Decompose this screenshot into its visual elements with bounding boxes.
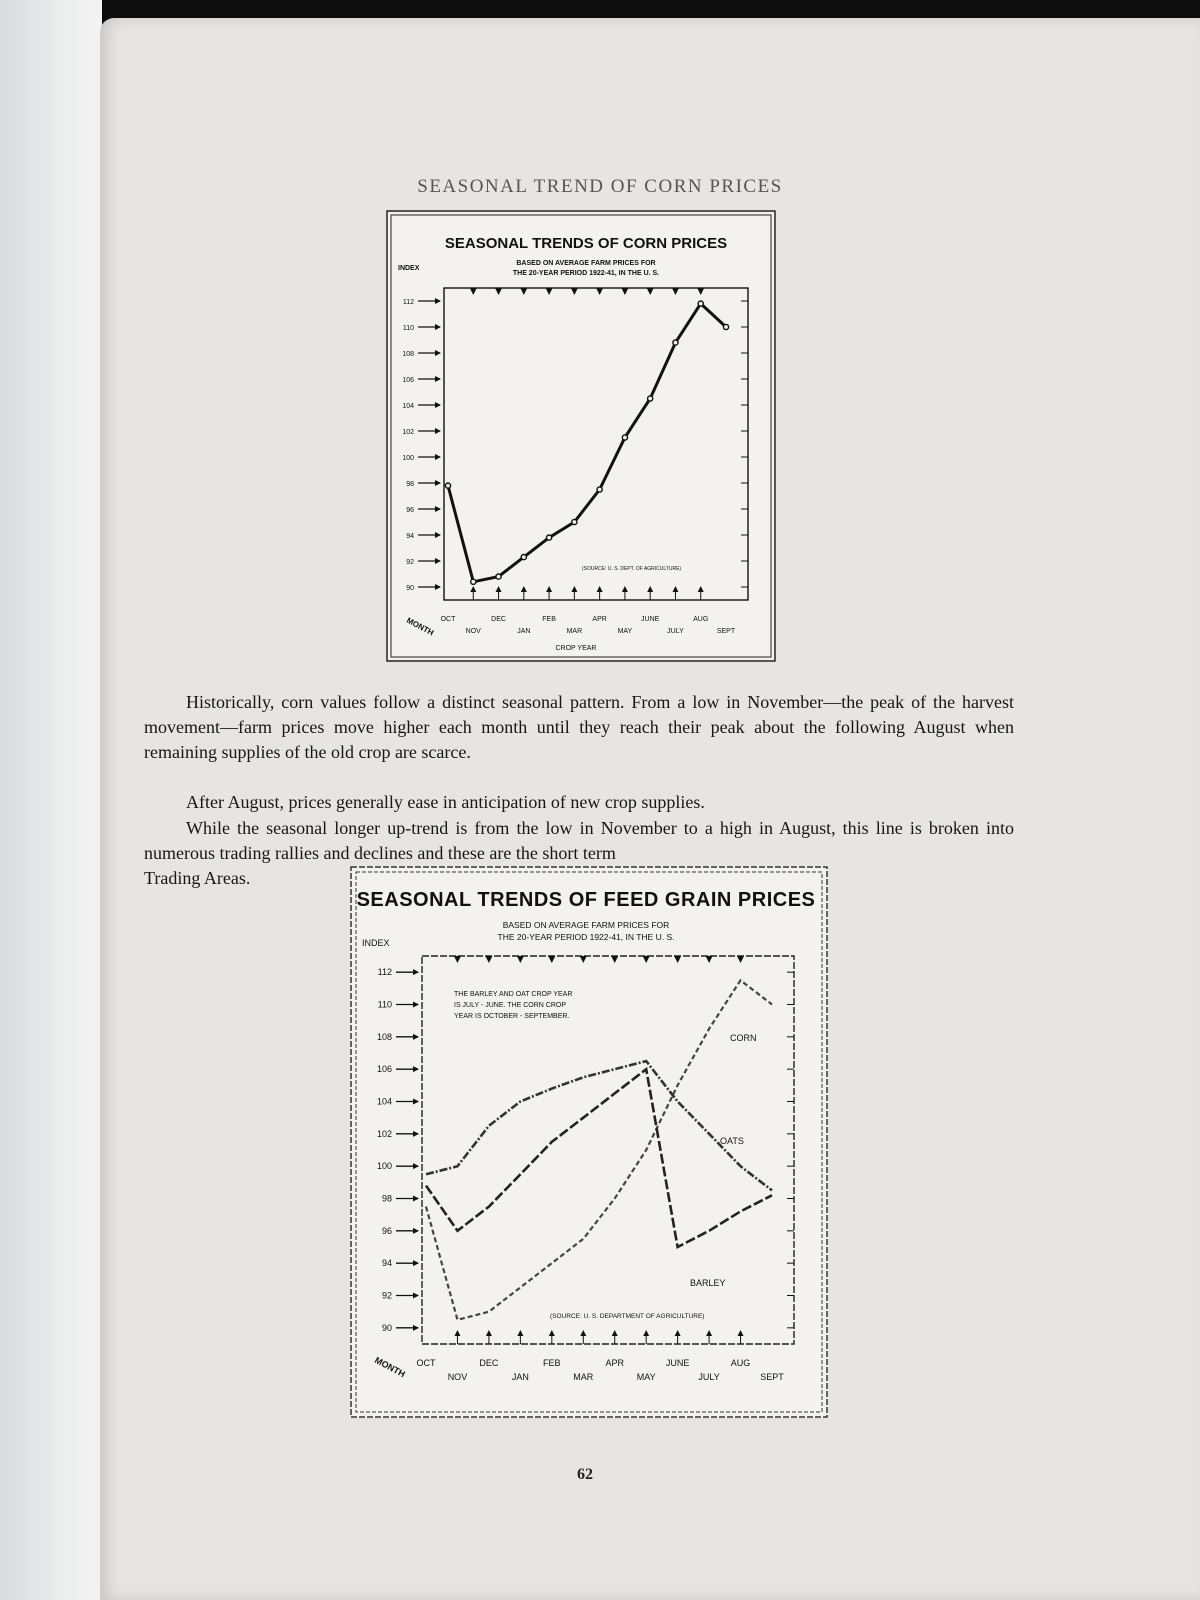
feed-grain-chart-svg (350, 866, 828, 1418)
corn-chart-figure (386, 210, 776, 662)
top-month-marker (674, 956, 681, 963)
bottom-month-arrowhead (706, 1330, 712, 1336)
y-tick-label: 106 (402, 377, 414, 384)
y-tick-arrowhead (435, 376, 441, 382)
y-tick-label: 104 (376, 1096, 392, 1107)
feed-grain-chart-inner-border (356, 872, 822, 1412)
top-month-marker (517, 956, 524, 963)
bottom-month-arrowhead (517, 1330, 523, 1336)
top-month-marker (470, 288, 477, 295)
y-tick-label: 98 (381, 1193, 392, 1204)
barley-series-label: BARLEY (690, 1278, 726, 1288)
data-point (648, 396, 653, 401)
bottom-month-arrowhead (521, 586, 527, 592)
feed-grain-chart-note-3: YEAR IS OCTOBER - SEPTEMBER. (454, 1013, 570, 1020)
corn-chart-inner-border (391, 215, 771, 657)
bottom-month-arrowhead (622, 586, 628, 592)
y-tick-arrowhead (435, 558, 441, 564)
feed-grain-chart-subtitle-2: THE 20-YEAR PERIOD 1922-41, IN THE U. S. (497, 932, 675, 942)
feed-grain-chart-month-label: MONTH (373, 1354, 407, 1380)
data-point (572, 519, 577, 524)
y-tick-arrowhead (435, 428, 441, 434)
bottom-month-arrowhead (647, 586, 653, 592)
x-tick-label: JUNE (665, 1358, 690, 1368)
bottom-month-arrowhead (571, 586, 577, 592)
corn-chart-top-markers (470, 288, 704, 295)
top-month-marker (621, 288, 628, 295)
y-tick-arrowhead (413, 1196, 419, 1202)
corn-series-label: CORN (730, 1033, 757, 1043)
bottom-month-arrowhead (546, 586, 552, 592)
data-point (496, 574, 501, 579)
barley-series-line (426, 1069, 772, 1247)
y-tick-arrowhead (413, 1163, 419, 1169)
y-tick-label: 102 (402, 429, 414, 436)
data-point (698, 301, 703, 306)
x-tick-label: MAR (573, 1372, 594, 1382)
bottom-month-arrowhead (549, 1330, 555, 1336)
y-tick-arrowhead (413, 969, 419, 975)
corn-chart-subtitle-1: BASED ON AVERAGE FARM PRICES FOR (516, 260, 656, 267)
y-tick-arrowhead (435, 324, 441, 330)
paragraph-after-august: After August, prices generally ease in anticipation of new crop supplies. (186, 792, 705, 812)
top-month-marker (596, 288, 603, 295)
paragraph-trading-areas-text: While the seasonal longer up-trend is from the low in November to a high in August, this line is broken into numerous trading rallies and declines and these are the short term (144, 818, 1014, 863)
y-tick-arrowhead (413, 1325, 419, 1331)
y-tick-label: 106 (376, 1064, 392, 1075)
top-month-marker (546, 288, 553, 295)
feed-grain-chart-bottom-markers (454, 1330, 743, 1344)
top-month-marker (520, 288, 527, 295)
y-tick-arrowhead (435, 506, 441, 512)
y-tick-label: 94 (381, 1258, 392, 1269)
feed-grain-chart-title: SEASONAL TRENDS OF FEED GRAIN PRICES (356, 889, 816, 911)
y-tick-arrowhead (435, 584, 441, 590)
feed-grain-chart-right-ticks (787, 972, 794, 1328)
paragraph-trading-areas-end: Trading Areas. (144, 868, 251, 888)
corn-chart-month-label: MONTH (405, 615, 436, 638)
x-tick-label: APR (605, 1358, 624, 1368)
x-tick-label: NOV (465, 628, 481, 635)
x-tick-label: OCT (416, 1358, 436, 1368)
y-tick-label: 110 (377, 999, 392, 1010)
y-tick-label: 100 (376, 1161, 392, 1172)
bottom-month-arrowhead (675, 1330, 681, 1336)
data-point (445, 483, 450, 488)
corn-chart-right-ticks (741, 301, 748, 587)
top-month-marker (647, 288, 654, 295)
bottom-month-arrowhead (580, 1330, 586, 1336)
y-tick-arrowhead (413, 1131, 419, 1137)
top-month-marker (571, 288, 578, 295)
corn-chart-index-label: INDEX (398, 265, 420, 272)
corn-chart-svg (386, 210, 776, 662)
x-tick-label: DEC (479, 1358, 499, 1368)
feed-grain-chart-note-1: THE BARLEY AND OAT CROP YEAR (454, 991, 573, 998)
y-tick-label: 104 (402, 403, 414, 410)
facing-page (0, 0, 102, 1600)
top-month-marker (454, 956, 461, 963)
x-tick-label: MAY (636, 1372, 656, 1382)
y-tick-arrowhead (413, 1293, 419, 1299)
paragraph-seasonal-pattern: Historically, corn values follow a distinct seasonal pattern. From a low in November—the peak of the harvest movement—farm prices move higher each month until they reach their peak about the following August when remaining supplies of the old crop are scarce. (144, 692, 1014, 762)
y-tick-arrowhead (413, 1260, 419, 1266)
top-month-marker (706, 956, 713, 963)
data-point (597, 487, 602, 492)
corn-chart-x-axis (441, 616, 736, 635)
data-point (471, 579, 476, 584)
corn-series-points (445, 301, 728, 584)
y-tick-arrowhead (413, 1034, 419, 1040)
y-tick-arrowhead (435, 532, 441, 538)
x-tick-label: SEPT (760, 1372, 784, 1382)
x-tick-label: SEPT (716, 628, 736, 635)
corn-chart-bottom-markers (470, 586, 703, 600)
corn-series-line (426, 980, 772, 1320)
top-month-marker (485, 956, 492, 963)
feed-grain-chart-source: (SOURCE: U. S. DEPARTMENT OF AGRICULTURE) (550, 1313, 705, 1320)
y-tick-arrowhead (435, 480, 441, 486)
top-month-marker (495, 288, 502, 295)
x-tick-label: NOV (447, 1372, 468, 1382)
bottom-month-arrowhead (486, 1330, 492, 1336)
x-tick-label: MAR (566, 628, 583, 635)
x-tick-label: AUG (730, 1358, 751, 1368)
data-point (673, 340, 678, 345)
corn-chart-plot-area (444, 288, 748, 600)
bottom-month-arrowhead (597, 586, 603, 592)
corn-chart-title: SEASONAL TRENDS OF CORN PRICES (444, 235, 728, 252)
feed-grain-chart-note-2: IS JULY - JUNE. THE CORN CROP (454, 1002, 567, 1009)
feed-grain-chart-x-axis (417, 1358, 785, 1382)
y-tick-label: 102 (376, 1128, 392, 1139)
x-tick-label: JULY (698, 1372, 720, 1382)
y-tick-label: 90 (381, 1322, 392, 1333)
x-tick-label: APR (592, 616, 607, 623)
page-number: 62 (577, 1466, 593, 1483)
x-tick-label: DEC (491, 616, 506, 623)
x-tick-label: JAN (511, 1372, 529, 1382)
feed-grain-chart-y-axis (377, 967, 419, 1333)
bottom-month-arrowhead (698, 586, 704, 592)
bottom-month-arrowhead (470, 586, 476, 592)
top-month-marker (737, 956, 744, 963)
data-point (723, 324, 728, 329)
y-tick-label: 100 (402, 455, 414, 462)
x-tick-label: FEB (542, 616, 556, 623)
y-tick-label: 90 (406, 585, 414, 592)
x-tick-label: JULY (667, 628, 684, 635)
y-tick-label: 112 (377, 967, 392, 978)
feed-grain-chart-figure (350, 866, 828, 1418)
y-tick-label: 108 (376, 1031, 392, 1042)
corn-chart-crop-year-label: CROP YEAR (555, 645, 597, 652)
y-tick-arrowhead (435, 298, 441, 304)
y-tick-label: 96 (381, 1225, 392, 1236)
corn-chart-subtitle-2: THE 20-YEAR PERIOD 1922-41, IN THE U. S. (512, 270, 660, 277)
feed-grain-chart-index-label: INDEX (362, 938, 390, 948)
data-point (622, 435, 627, 440)
y-tick-label: 94 (406, 533, 414, 540)
y-tick-arrowhead (435, 350, 441, 356)
x-tick-label: AUG (693, 616, 709, 623)
y-tick-label: 92 (406, 559, 414, 566)
y-tick-label: 110 (402, 325, 414, 332)
bottom-month-arrowhead (496, 586, 502, 592)
corn-chart-y-axis (402, 298, 441, 592)
feed-grain-chart-top-markers (454, 956, 744, 963)
corn-chart-source: (SOURCE: U. S. DEPT. OF AGRICULTURE) (582, 566, 682, 572)
top-month-marker (548, 956, 555, 963)
top-month-marker (580, 956, 587, 963)
y-tick-label: 98 (406, 481, 414, 488)
top-month-marker (672, 288, 679, 295)
feed-grain-chart-subtitle-1: BASED ON AVERAGE FARM PRICES FOR (502, 920, 670, 930)
bottom-month-arrowhead (738, 1330, 744, 1336)
y-tick-label: 112 (402, 299, 414, 306)
page-heading: SEASONAL TREND OF CORN PRICES (417, 176, 783, 197)
bottom-month-arrowhead (672, 586, 678, 592)
y-tick-arrowhead (435, 402, 441, 408)
book-page (100, 18, 1200, 1600)
corn-chart-outer-border (387, 211, 775, 661)
data-point (546, 535, 551, 540)
x-tick-label: JAN (517, 628, 531, 635)
top-month-marker (611, 956, 618, 963)
y-tick-label: 108 (402, 351, 414, 358)
y-tick-arrowhead (413, 1002, 419, 1008)
y-tick-arrowhead (435, 454, 441, 460)
x-tick-label: OCT (440, 616, 456, 623)
x-tick-label: MAY (617, 628, 633, 635)
bottom-month-arrowhead (612, 1330, 618, 1336)
oats-series-label: OATS (720, 1136, 744, 1146)
top-month-marker (643, 956, 650, 963)
corn-series-line (448, 304, 726, 582)
bottom-month-arrowhead (454, 1330, 460, 1336)
y-tick-arrowhead (413, 1099, 419, 1105)
bottom-month-arrowhead (643, 1330, 649, 1336)
data-point (521, 555, 526, 560)
x-tick-label: FEB (543, 1358, 561, 1368)
y-tick-label: 96 (406, 507, 414, 514)
y-tick-label: 92 (381, 1290, 392, 1301)
x-tick-label: JUNE (641, 616, 660, 623)
y-tick-arrowhead (413, 1066, 419, 1072)
oats-series-line (426, 1061, 772, 1190)
top-month-marker (697, 288, 704, 295)
y-tick-arrowhead (413, 1228, 419, 1234)
